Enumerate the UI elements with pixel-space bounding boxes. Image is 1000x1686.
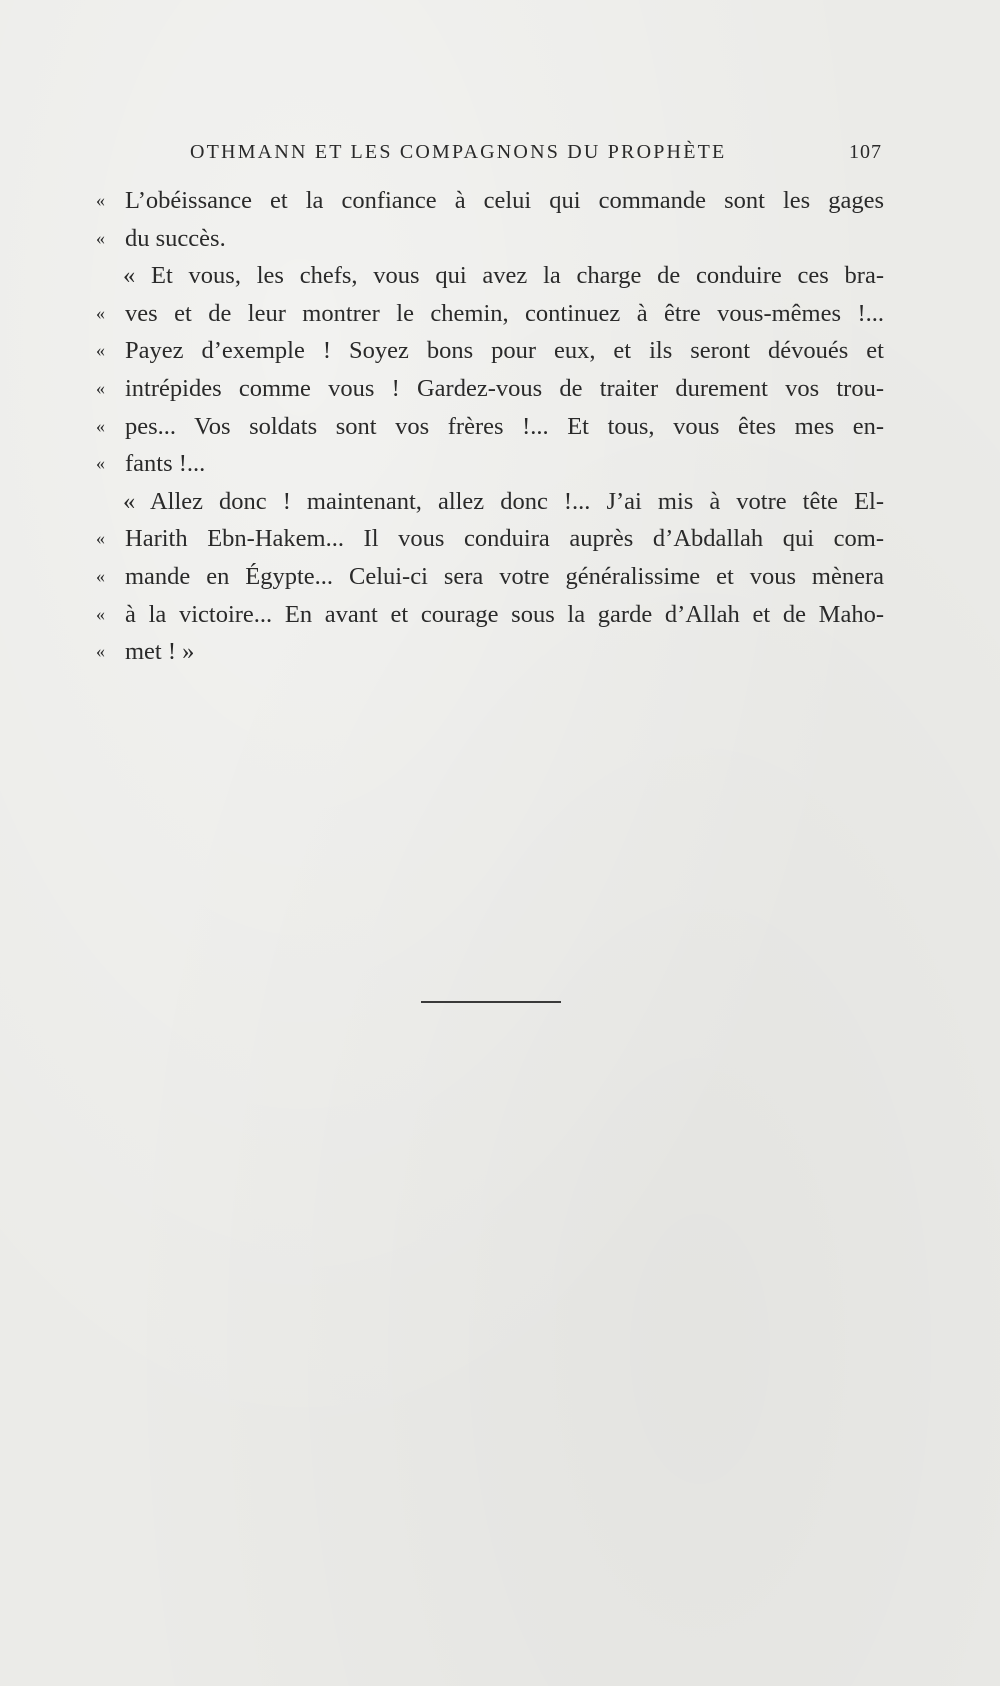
- line-quote-mark: «: [96, 415, 105, 436]
- text-line: [96, 332, 884, 370]
- line-text: ves et de leur montrer le chemin, continuez à être vous-mêmes !...: [125, 299, 884, 327]
- line-text: fants !...: [125, 450, 206, 478]
- line-text: « Allez donc ! maintenant, allez donc !... J’ai mis à votre tête El-: [123, 487, 884, 515]
- text-line: [96, 633, 884, 671]
- line-text: « Et vous, les chefs, vous qui avez la charge de conduire ces bra-: [123, 262, 884, 290]
- text-line: [96, 408, 884, 446]
- line-quote-mark: «: [96, 190, 105, 210]
- line-quote-mark: «: [96, 641, 105, 662]
- line-text: du succès.: [125, 224, 226, 252]
- line-text: mande en Égypte... Celui-ci sera votre généralissime et vous mènera: [125, 562, 884, 590]
- line-text: Payez d’exemple ! Soyez bons pour eux, et ils seront dévoués et: [125, 337, 884, 365]
- text-line: [96, 445, 884, 483]
- line-text: à la victoire... En avant et courage sous la garde d’Allah et de Maho-: [125, 600, 884, 628]
- line-text: intrépides comme vous ! Gardez-vous de traiter durement vos trou-: [125, 374, 884, 402]
- section-end-rule: [421, 1001, 561, 1003]
- line-quote-mark: «: [96, 528, 105, 549]
- text-line: [96, 220, 884, 258]
- line-quote-mark: «: [96, 340, 105, 361]
- text-line: [96, 558, 884, 596]
- running-title: OTHMANN ET LES COMPAGNONS DU PROPHÈTE: [190, 141, 727, 163]
- text-line: [96, 182, 884, 220]
- line-quote-mark: «: [96, 302, 105, 323]
- line-quote-mark: «: [96, 377, 105, 398]
- line-quote-mark: «: [96, 227, 105, 248]
- line-text: met ! »: [125, 638, 195, 666]
- line-quote-mark: «: [96, 565, 105, 586]
- body-text: [96, 182, 884, 671]
- text-line: [96, 370, 884, 408]
- text-line: [96, 520, 884, 558]
- page-number: 107: [849, 141, 882, 163]
- text-line: [96, 295, 884, 333]
- line-text: pes... Vos soldats sont vos frères !... Et tous, vous êtes mes en-: [125, 412, 884, 440]
- text-line: [96, 596, 884, 634]
- text-line: [96, 257, 884, 295]
- line-text: L’obéissance et la confiance à celui qui commande sont les gages: [125, 187, 884, 214]
- text-line: [96, 483, 884, 521]
- running-head: [190, 141, 882, 169]
- line-quote-mark: «: [96, 603, 105, 624]
- line-text: Harith Ebn-Hakem... Il vous conduira auprès d’Abdallah qui com-: [125, 525, 884, 553]
- line-quote-mark: «: [96, 453, 105, 474]
